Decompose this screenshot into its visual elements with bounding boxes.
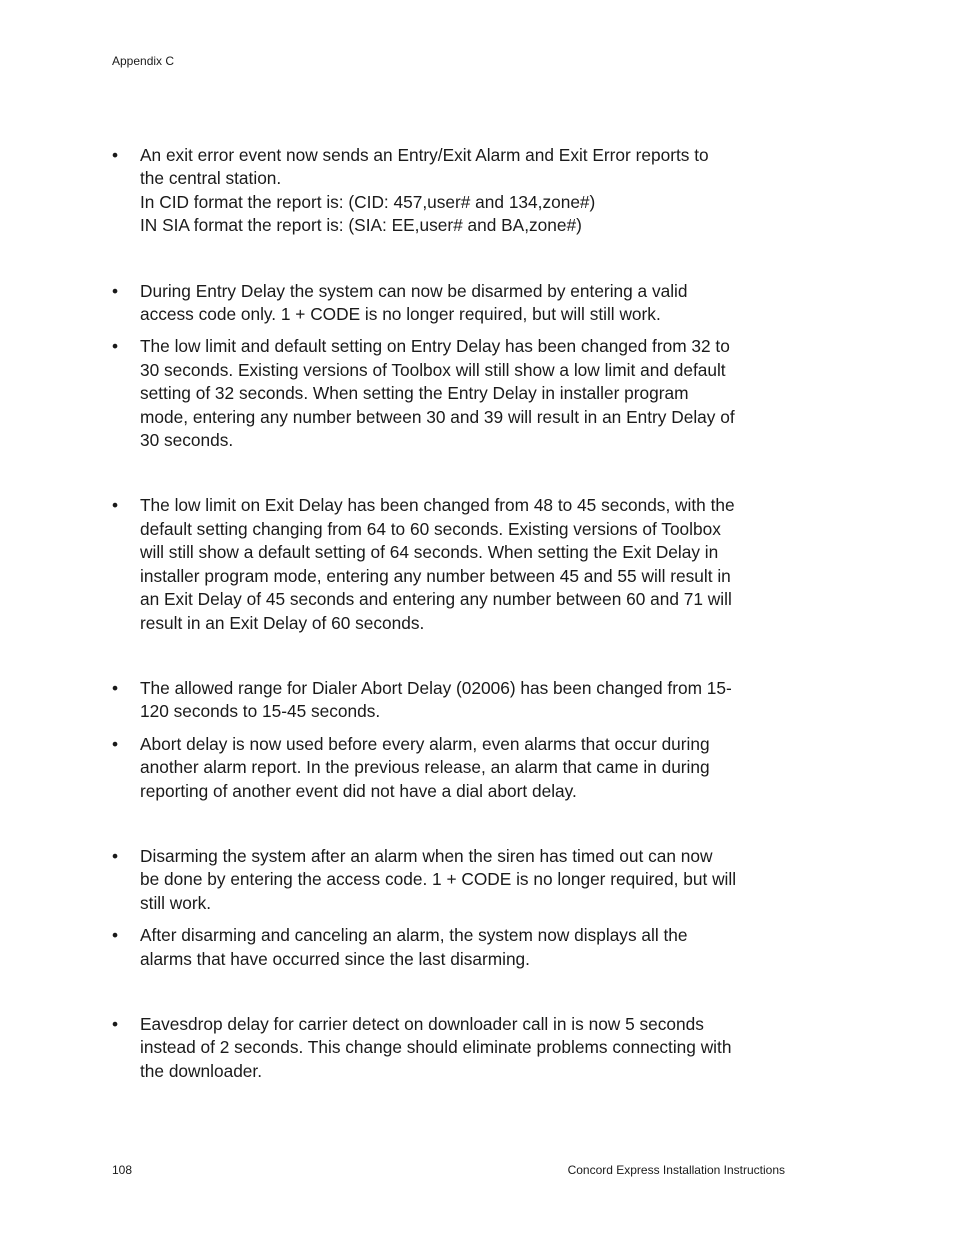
text-line: the downloader. [140,1060,263,1081]
text-line: the central station. [140,168,282,189]
text-line: 30 seconds. [140,430,234,451]
text-line: alarms that have occurred since the last disarming. [140,948,530,969]
text-line: Disarming the system after an alarm when the siren has timed out can now [140,845,713,866]
page-header: Appendix C [112,54,175,68]
text-line: IN SIA format the report is: (SIA: EE,user# and BA,zone#) [140,215,582,236]
text-line: mode, entering any number between 30 and 39 will result in an Entry Delay of [140,406,735,427]
page-number: 108 [112,1163,133,1177]
text-line: During Entry Delay the system can now be disarmed by entering a valid [140,280,688,301]
bullet-group [112,1013,792,1083]
text-line: 30 seconds. Existing versions of Toolbox will still show a low limit and default [140,359,726,380]
bullet-marker: • [112,280,119,301]
bullet-marker: • [112,145,119,165]
text-line: The low limit and default setting on Entry Delay has been changed from 32 to [140,336,730,357]
bullet-item [112,280,792,327]
bullet-group [112,494,792,634]
text-line: The low limit on Exit Delay has been changed from 48 to 45 seconds, with the [140,495,735,516]
text-line: An exit error event now sends an Entry/Exit Alarm and Exit Error reports to [140,145,709,165]
text-line: reporting of another event did not have a dial abort delay. [140,780,577,801]
text-line: still work. [140,892,212,913]
bullet-marker: • [112,1013,119,1034]
bullet-marker: • [112,336,119,357]
bullet-marker: • [112,845,119,866]
text-line: will still show a default setting of 64 seconds. When setting the Exit Delay in [140,542,719,563]
bullet-item [112,144,792,238]
bullet-marker: • [112,925,119,946]
text-line: instead of 2 seconds. This change should eliminate problems connecting with [140,1037,732,1058]
text-line: setting of 32 seconds. When setting the Entry Delay in installer program [140,383,689,404]
bullet-item [112,845,792,915]
bullet-item [112,733,792,803]
text-line: 120 seconds to 15-45 seconds. [140,701,381,722]
text-line: In CID format the report is: (CID: 457,user# and 134,zone#) [140,191,596,212]
text-line: be done by entering the access code. 1 + CODE is no longer required, but will [140,869,737,890]
bullet-marker: • [112,677,119,698]
text-line: Abort delay is now used before every alarm, even alarms that occur during [140,733,710,754]
text-line: The allowed range for Dialer Abort Delay (02006) has been changed from 15- [140,677,732,698]
bullet-item [112,494,792,634]
bullet-item [112,335,792,452]
text-line: access code only. 1 + CODE is no longer required, but will still work. [140,304,661,325]
text-line: installer program mode, entering any number between 45 and 55 will result in [140,565,731,586]
text-line: default setting changing from 64 to 60 seconds. Existing versions of Toolbox [140,518,721,539]
text-line: result in an Exit Delay of 60 seconds. [140,612,425,633]
bullet-item [112,924,792,971]
bullet-group [112,280,792,453]
bullet-item [112,1013,792,1083]
text-line: another alarm report. In the previous release, an alarm that came in during [140,757,710,778]
bullet-marker: • [112,733,119,754]
bullet-group [112,144,792,238]
bullet-group [112,845,792,971]
bullet-item [112,677,792,724]
text-line: Eavesdrop delay for carrier detect on downloader call in is now 5 seconds [140,1013,704,1034]
bullet-marker: • [112,495,119,516]
text-line: After disarming and canceling an alarm, the system now displays all the [140,925,688,946]
document-title: Concord Express Installation Instructions [567,1163,785,1177]
text-line: an Exit Delay of 45 seconds and entering any number between 60 and 71 will [140,589,732,610]
bullet-group [112,677,792,803]
document-body [112,144,792,1125]
